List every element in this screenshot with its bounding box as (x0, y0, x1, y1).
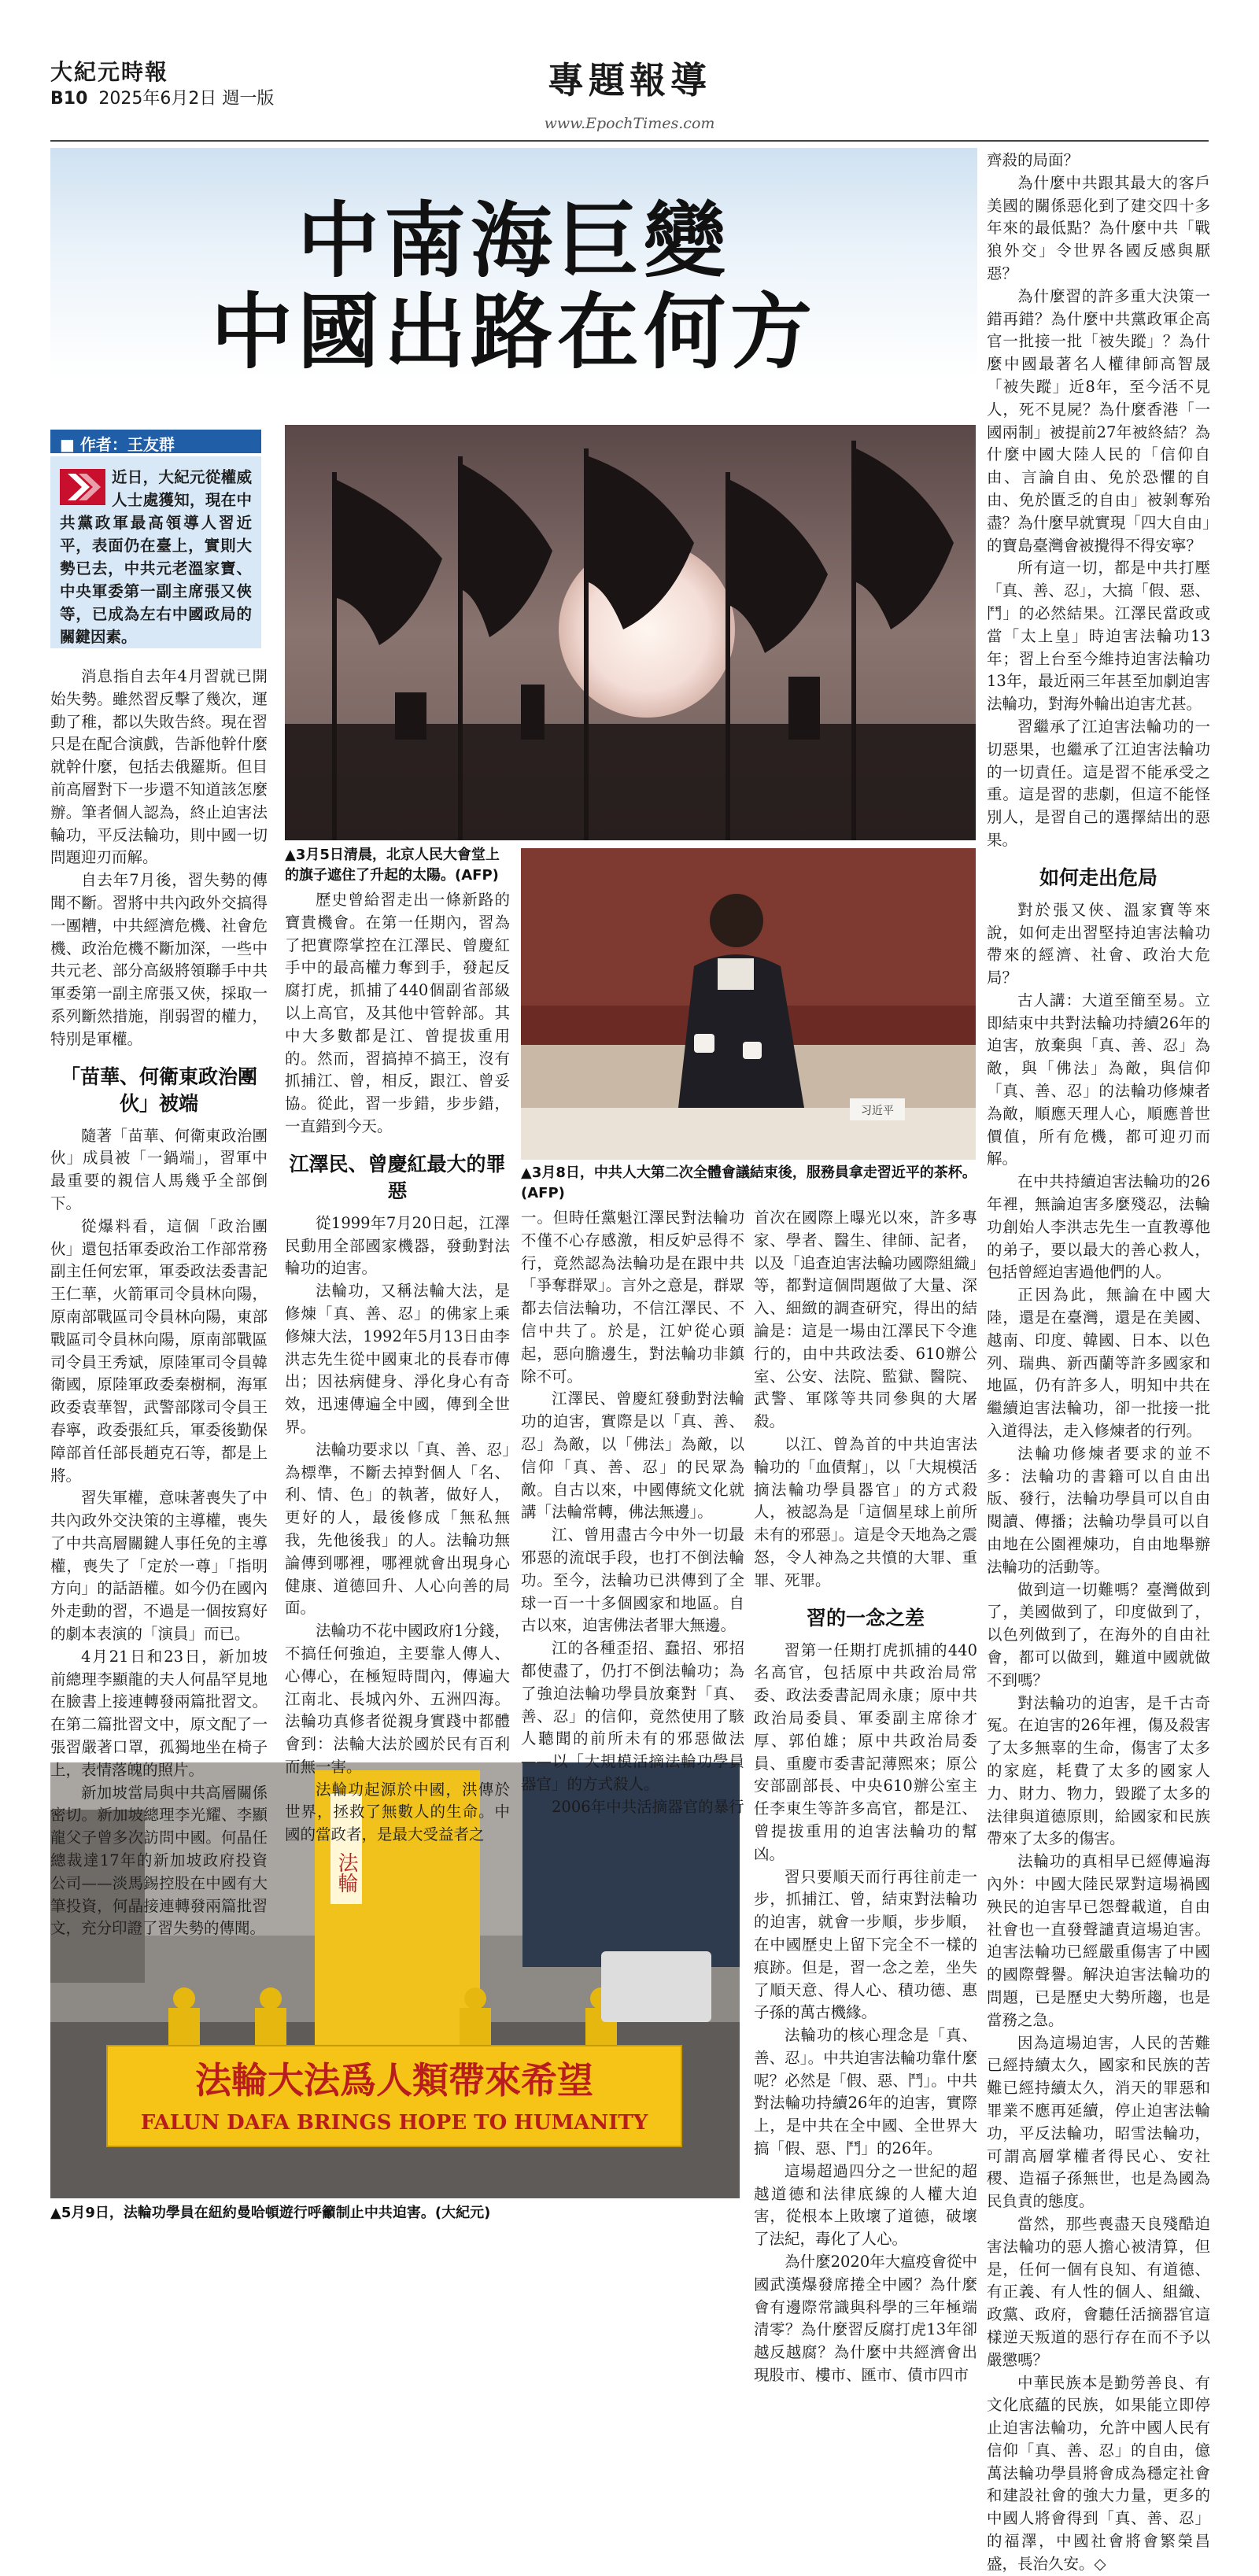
paragraph: 為什麼2020年大瘟疫會從中國武漢爆發席捲全中國？為什麼會有邊際常識與科學的三年極端清零？為什麼習反腐打虎13年卻越反越腐？為什麼中共經濟會出現股市、樓市、匯市、債市四市 (754, 2253, 977, 2385)
paragraph: 習第一任期打虎抓捕的440名高官，包括原中共政治局常委、政法委書記周永康；原中共政治局委員、軍委副主席徐才厚、郭伯雄；原中共政治局委員、重慶市委書記薄熙來；原公安部副部長、中央610辦公室主任李東生等許多高官，都是江、曾提拔重用的迫害法輪功的幫凶。 (754, 1640, 977, 1863)
headline-line2: 中國出路在何方 (210, 283, 817, 380)
paragraph: 在中共持續迫害法輪功的26年裡，無論迫害多麼殘忍，法輪功創始人李洪志先生一直教導他的弟子，要以最大的善心救人，包括曾經迫害過他們的人。 (987, 1172, 1210, 1282)
paragraph: 對於張又俠、溫家寶等來說，如何走出習堅持迫害法輪功帶來的經濟、社會、政治大危局？ (987, 900, 1210, 987)
masthead-logo: 大紀元時報 (50, 59, 169, 85)
paragraph: 法輪功，又稱法輪大法，是修煉「真、善、忍」的佛家上乘修煉大法，1992年5月13日由李洪志先生從中國東北的長春市傳出；因祛病健身、淨化身心有奇效，迅速傳遍全中國，傳到全世界。 (285, 1282, 510, 1436)
header-rule (50, 140, 1209, 142)
page-number: B10 (50, 89, 88, 109)
paragraph: 江澤民、曾慶紅發動對法輪功的迫害，實際是以「真、善、忍」為敵，以「佛法」為敵，以信仰「真、善、忍」的民眾為敵。自古以來，中國傳統文化就講「法輪常轉，佛法無邊」。 (521, 1389, 744, 1522)
paragraph: 首次在國際上曝光以來，許多專家、學者、醫生、律師、記者，以及「追查迫害法輪功國際組織」等，都對這個問題做了大量、深入、細緻的調查研究，得出的結論是：這是一場由江澤民下令進行的，由中共政法委、610辦公室、公安、法院、監獄、醫院、武警、軍隊等共同參與的大屠殺。 (754, 1209, 977, 1431)
paragraph: 法輪功修煉者要求的並不多：法輪功的書籍可以自由出版、發行，法輪功學員可以自由閱讀、傳播；法輪功學員可以自由地在公園裡煉功，自由地舉辦法輪功的活動等。 (987, 1444, 1210, 1576)
paragraph: 自去年7月後，習失勢的傳聞不斷。習將中共內政外交搞得一團糟，中共經濟危機、社會危機、政治危機不斷加深，一些中共元老、部分高級將領聯手中共軍委第一副主席張又俠，採取一系列斷然措施，削弱習的權力，特別是軍權。 (50, 871, 268, 1048)
paragraph: 以江、曾為首的中共迫害法輪功的「血債幫」，以「大規模活摘法輪功學員器官」的方式殺人，被認為是「這個星球上前所未有的邪惡」。這是令天地為之震怒，令人神為之共憤的大罪、重罪、死罪。 (754, 1434, 977, 1589)
paragraph: 因為這場迫害，人民的苦難已經持續太久，國家和民族的苦難已經持續太久，消天的罪惡和罪業不應再延續，停止迫害法輪功，平反法輪功，昭雪法輪功，可謂高層掌權者得民心、安社稷、造福子孫無世，也是為國為民負責的態度。 (987, 2033, 1210, 2211)
paragraph: 法輪功的真相早已經傳遍海內外：中國大陸民眾對這場禍國殃民的迫害早已怨聲載道，自由社會也一直發聲譴責這場迫害。迫害法輪功已經嚴重傷害了中國的國際聲譽。解決迫害法輪功的問題，已是歷史大勢所趨，也是當務之急。 (987, 1852, 1210, 2029)
caption-photo3: ▲5月9日，法輪功學員在紐約曼哈頓遊行呼籲制止中共迫害。(大紀元) (50, 2205, 491, 2221)
paragraph: 隨著「苗華、何衛東政治團伙」成員被「一鍋端」，習軍中最重要的親信人馬幾乎全部倒下。 (50, 1126, 268, 1212)
paragraph: 法輪功要求以「真、善、忍」為標準，不斷去掉對個人「名、利、情、色」的執著，做好人，更好的人，最後修成「無私無我，先他後我」的人。法輪功無論傳到哪裡，哪裡就會出現身心健康、道德回升、人心向善的局面。 (285, 1440, 510, 1618)
subheading: 江澤民、曾慶紅最大的罪惡 (289, 1152, 506, 1202)
paragraph: 對法輪功的迫害，是千古奇冤。在迫害的26年裡，傷及殺害了太多無辜的生命，傷害了太多的家庭，耗費了太多的國家人力、財力、物力，毀蹤了太多的法律與道德原則，給國家和民族帶來了太多的傷害。 (987, 1693, 1210, 1848)
paragraph: 齊殺的局面？ (987, 151, 1080, 169)
nameplate-text: 习近平 (861, 1105, 894, 1117)
banner-chinese: 法輪大法爲人類帶來希望 (195, 2059, 593, 2102)
paragraph: 中華民族本是勤勞善良、有文化底蘊的民族，如果能立即停止迫害法輪功，允許中國人民有信仰「真、善、忍」的自由，億萬法輪功學員將會成為穩定社會和建設社會的強大力量，更多的中國人將會得到「真、善、忍」的福澤，中國社會將會繁榮昌盛，長治久安。◇ (987, 2373, 1210, 2573)
paragraph: 為什麼中共跟其最大的客戶美國的關係惡化到了建交四十多年來的最低點？為什麼中共「戰狼外交」令世界各國反感與厭惡？ (987, 173, 1210, 282)
paragraph: 所有這一切，都是中共打壓「真、善、忍」，大搞「假、惡、鬥」的必然結果。江澤民當政或當「太上皇」時迫害法輪功13年；習上台至今維持迫害法輪功13年，最近兩三年甚至加劇迫害法輪功，對海外輪出迫害尤甚。 (987, 559, 1210, 714)
paragraph: 為什麼習的許多重大決策一錯再錯？為什麼中共黨政軍企高官一批接一批「被失蹤」？為什麼中國最著名人權律師高智晟「被失蹤」近8年，至今活不見人，死不見屍？為什麼香港「一國兩制」被提前27年被終結？為什麼中國大陸人民的「信仰自由、言論自由、免於恐懼的自由、免於匱乏的自由」被剝奪殆盡？為什麼早就實現「四大自由」的寶島臺灣會被攪得不得安寧？ (987, 286, 1210, 555)
caption-photo1: ▲3月5日清晨，北京人民大會堂上的旗子遮住了升起的太陽。(AFP) (285, 847, 500, 884)
paragraph: 從1999年7月20日起，江澤民動用全部國家機器，發動對法輪功的迫害。 (285, 1213, 510, 1278)
paragraph: 江、曾用盡古今中外一切最邪惡的流氓手段，也打不倒法輪功。至今，法輪功已洪傳到了全球一百一十多個國家和地區。自古以來，迫害佛法者罪大無邊。 (521, 1526, 744, 1635)
article-column-1 (50, 666, 268, 1938)
subheading: 習的一念之差 (806, 1606, 925, 1629)
photo-tea-cup (521, 848, 976, 1160)
paragraph: 消息指自去年4月習就已開始失勢。雖然習反擊了幾次，運動了稚，都以失敗告終。現在習只是在配合演戲，告訴他幹什麼就幹什麼，包括去俄羅斯。但目前高層對下一步還不知道該怎麼辦。筆者個人認為，終止迫害法輪功，平反法輪功，則中國一切問題迎刃而解。 (50, 667, 268, 867)
article-column-5 (987, 149, 1210, 2573)
paragraph: 4月21日和23日，新加坡前總理李顯龍的夫人何晶罕見地在臉書上接連轉發兩篇批習文。在第二篇批習文中，原文配了一張習嚴著口罩，孤獨地坐在椅子上，表情落魄的照片。 (50, 1647, 268, 1779)
subheading: 如何走出危局 (1039, 865, 1157, 889)
paragraph: 江的各種歪招、蠢招、邪招都使盡了，仍打不倒法輪功；為了強迫法輪功學員放棄對「真、善、忍」的信仰，竟然使用了駭人聽聞的前所未有的邪惡做法——以「大規模活摘法輪功學員器官」的方式殺人。 (521, 1639, 744, 1793)
lead-arrow-icon (60, 469, 105, 505)
issue-date: 2025年6月2日 週一版 (98, 89, 275, 109)
caption-photo2: ▲3月8日，中共人大第二次全體會議結束後，服務員拿走習近平的茶杯。(AFP) (521, 1164, 977, 1201)
lead-box (50, 456, 261, 648)
section-title: 專題報導 (548, 59, 711, 101)
headline-line1: 中南海巨變 (297, 192, 730, 289)
paragraph: 從爆料看，這個「政治團伙」還包括軍委政治工作部常務副主任何宏軍，軍委政法委書記王仁華，火箭軍司令員林向陽，原南部戰區司令員林向陽，東部戰區司令員林向陽，原南部戰區司令員王秀斌，原陸軍司令員韓衛國，原陸軍政委秦樹桐，海軍政委袁華智，武警部隊司令員王春寧，政委張紅兵，軍委後勤保障部首任部長趙克石等，都是上將。 (50, 1216, 268, 1485)
paragraph: 習失軍權，意味著喪失了中共內政外交決策的主導權，喪失了中共高層關鍵人事任免的主導權，喪失了「定於一尊」「指明方向」的話語權。如今仍在國內外走動的習，不過是一個按寫好的劇本表演的「演員」而已。 (50, 1489, 268, 1644)
paragraph: 2006年中共活摘器官的暴行 (552, 1797, 744, 1816)
paragraph: 正因為此，無論在中國大陸，還是在臺灣，還是在美國、越南、印度、韓國、日本、以色列、瑞典、新西蘭等許多國家和地區，仍有許多人，明知中共在繼續迫害法輪功，卻一批接一批入道得法，走入修煉者的行列。 (987, 1286, 1210, 1441)
paragraph: 古人講：大道至簡至易。立即結束中共對法輪功持續26年的迫害，放棄與「真、善、忍」為敵，與「佛法」為敵，與信仰「真、善、忍」的法輪功修煉者為敵，順應天理人心，順應普世價值，所有危機，都可迎刃而解。 (987, 991, 1210, 1168)
paragraph: 法輪功不花中國政府1分錢，不搞任何強迫，主要靠人傳人、心傳心，在極短時間內，傳遍大江南北、長城內外、五洲四海。法輪功真修者從親身實踐中都體會到：法輪大法於國於民有百利而無一害。 (285, 1622, 510, 1776)
photo-flags-sunrise (285, 425, 976, 840)
paragraph: 這場超過四分之一世紀的超越道德和法律底線的人權大迫害，從根本上敗壞了道德，破壞了法紀，毒化了人心。 (754, 2161, 977, 2249)
article-column-4 (754, 1207, 977, 2385)
lead-text: 近日，大紀元從權威人士處獲知，現在中共黨政軍最高領導人習近平，表面仍在臺上，實則大勢已去，中共元老溫家寶、中央軍委第一副主席張又俠等，已成為左右中國政局的關鍵因素。 (60, 468, 252, 646)
paragraph: 新加坡當局與中共高層關係密切。新加坡總理李光耀、李顯龍父子曾多次訪問中國。何晶任總裁達17年的新加坡政府投資公司——淡馬錫控股在中國有大筆投資，何晶接連轉發兩篇批習文，充分印證了習失勢的傳聞。 (50, 1783, 268, 1938)
paragraph: 做到這一切難嗎？臺灣做到了，美國做到了，印度做到了，以色列做到了，在海外的自由社會，都可以做到，難道中國就做不到嗎？ (987, 1580, 1210, 1689)
site-url[interactable]: www.EpochTimes.com (544, 115, 715, 132)
paragraph: 法輪功起源於中國，洪傳於世界，拯救了無數人的生命。中國的當政者，是最大受益者之 (285, 1780, 510, 1844)
paragraph: 當然，那些喪盡天良殘酷迫害法輪功的惡人擔心被清算，但是，任何一個有良知、有道德、有正義、有人性的個人、組織、政黨、政府，會聽任活摘器官這樣逆天叛道的惡行存在而不予以嚴懲嗎？ (987, 2214, 1210, 2369)
paragraph: 習繼承了江迫害法輪功的一切惡果，也繼承了江迫害法輪功的一切責任。這是習不能承受之重。這是習的悲劇，但這不能怪別人，是習自己的選擇結出的惡果。 (987, 717, 1210, 849)
article-column-3 (521, 1207, 744, 1816)
paragraph: 歷史曾給習走出一條新路的寶貴機會。在第一任期內，習為了把實際掌控在江澤民、曾慶紅手中的最高權力奪到手，發起反腐打虎，抓捕了440個副省部級以上高官，及其他中管幹部。其中大多數都是江、曾提拔重用的。然而，習搞掉不搞王，沒有抓捕江、曾，相反，跟江、曾妥協。從此，習一步錯，步步錯，一直錯到今天。 (285, 891, 510, 1135)
author-byline: ■ 作者：王友群 (50, 430, 261, 453)
paragraph: 習只要順天而行再往前走一步，抓捕江、曾，結束對法輪功的迫害，就會一步順，步步順，在中國歷史上留下完全不一樣的痕跡。但是，習一念之差，坐失了順天意、得人心、積功德、惠子孫的萬古機緣。 (754, 1867, 977, 2022)
paragraph: 一。但時任黨魁江澤民對法輪功不僅不心存感激，相反妒忌得不行，竟然認為法輪功是在跟中共「爭奪群眾」。言外之意是，群眾都去信法輪功，不信江澤民、不信中共了。於是，江妒從心頭起，惡向膽邊生，對法輪功非鎮除不可。 (521, 1209, 744, 1386)
subheading: 「苗華、何衛東政治團伙」被端 (60, 1065, 257, 1115)
float-sign-text: 法輪 (334, 1852, 358, 1893)
article-column-2 (285, 889, 510, 1844)
paragraph: 法輪功的核心理念是「真、善、忍」。中共迫害法輪功靠什麼呢？必然是「假、惡、鬥」。中共對法輪功持續26年的迫害，實際上，是中共在全中國、全世界大搞「假、惡、鬥」的26年。 (754, 2026, 977, 2158)
banner-english: FALUN DAFA BRINGS HOPE TO HUMANITY (140, 2111, 648, 2135)
